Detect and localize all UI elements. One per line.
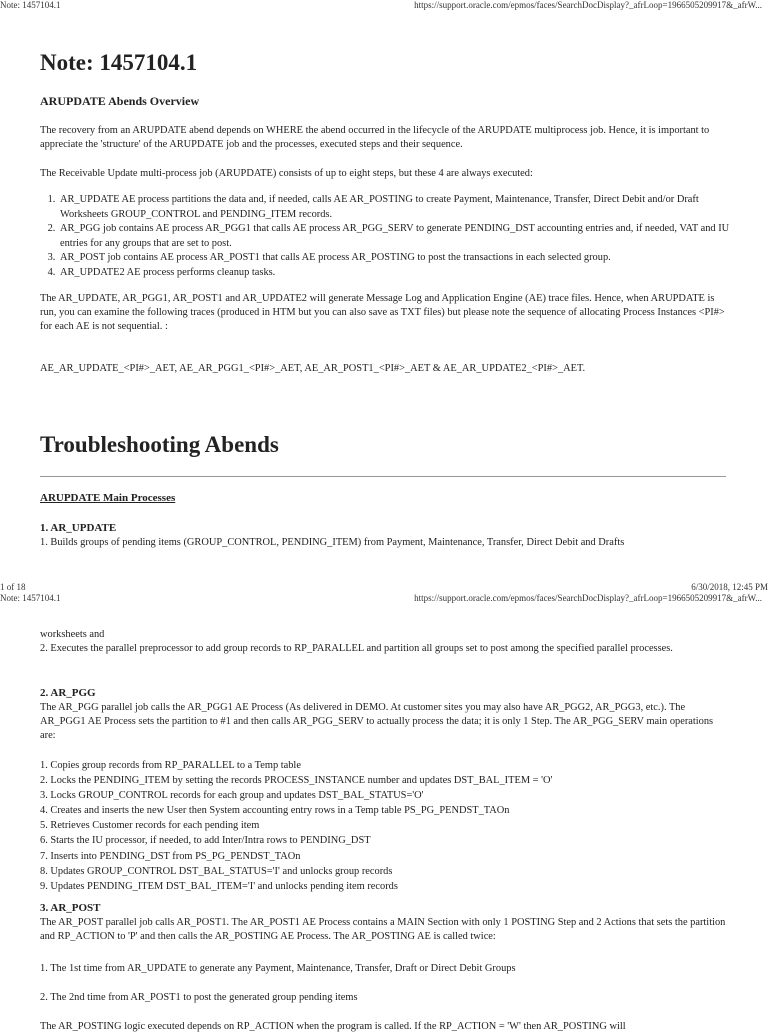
steps-list [40, 193, 748, 281]
posting-second-call: 2. The 2nd time from AR_POST1 to post the generated group pending items [40, 992, 358, 1003]
ar-pgg-paragraph: The AR_PGG parallel job calls the AR_PGG1 AE Process (As delivered in DEMO. At customer sites you may also have AR_PGG2, AR_PGG3, etc.). The AR_PGG1 AE Process sets the partition to #1 and then calls AR_PGG_SERV to actually process the data; it is only 1 Step. The AR_PGG_SERV main operations are: [40, 702, 714, 742]
step-item: 1. AR_UPDATE AE process partitions the data and, if needed, calls AE AR_POSTING to create Payment, Maintenance, Transfer, Direct Debit and/or Draft Worksheets GROUP_CONTROL and PENDING_ITEM records. [58, 193, 748, 222]
list-item: 8. Updates GROUP_CONTROL DST_BAL_STATUS='I' and unlocks group records [40, 865, 393, 877]
troubleshooting-heading: Troubleshooting Abends [40, 432, 279, 457]
list-item: 3. Locks GROUP_CONTROL records for each group and updates DST_BAL_STATUS='O' [40, 790, 424, 802]
section-divider [40, 476, 726, 477]
trace-files-paragraph: The AR_UPDATE, AR_PGG1, AR_POST1 and AR_UPDATE2 will generate Message Log and Application Engine (AE) trace files. Hence, when ARUPDATE is run, you can examine the following traces (produced in HTM but you can also save as TXT files) but please note the sequence of allocating Process Instances <PI#> for each AE is not sequential. : [40, 293, 725, 333]
ar-pgg-heading: 2. AR_PGG [40, 687, 96, 699]
page2-header-url[interactable]: https://support.oracle.com/epmos/faces/SearchDocDisplay?_afrLoop=1966505209917&_afrW... [414, 593, 762, 603]
print-timestamp: 6/30/2018, 12:45 PM [691, 582, 768, 592]
overview-heading: ARUPDATE Abends Overview [40, 94, 200, 108]
list-item: 1. Copies group records from RP_PARALLEL to a Temp table [40, 760, 301, 771]
posting-logic-line: The AR_POSTING logic executed depends on RP_ACTION when the program is called. If the RP_ACTION = 'W' then AR_POSTING will [40, 1021, 626, 1032]
worksheets-continuation: worksheets and [40, 629, 105, 640]
recovery-paragraph: The recovery from an ARUPDATE abend depends on WHERE the abend occurred in the lifecycle of the ARUPDATE multiprocess job. Hence, it is important to appreciate the 'structure' of the ARUPDATE job and the processes, executed steps and their sequence. [40, 125, 710, 151]
step-item: 4. AR_UPDATE2 AE process performs cleanup tasks. [58, 266, 748, 281]
ar-update-item-1: 1. Builds groups of pending items (GROUP_CONTROL, PENDING_ITEM) from Payment, Maintenance, Transfer, Direct Debit and Drafts [40, 537, 625, 548]
ar-post-heading: 3. AR_POST [40, 902, 101, 914]
page1-header-url[interactable]: https://support.oracle.com/epmos/faces/SearchDocDisplay?_afrLoop=1966505209917&_afrW... [414, 0, 762, 10]
posting-first-call: 1. The 1st time from AR_UPDATE to generate any Payment, Maintenance, Transfer, Draft or Direct Debit Groups [40, 963, 516, 974]
page2-header-note: Note: 1457104.1 [0, 593, 61, 603]
pgg-operations-list [40, 759, 730, 895]
list-item: 7. Inserts into PENDING_DST from PS_PG_PENDST_TAOn [40, 850, 301, 862]
list-item: 9. Updates PENDING_ITEM DST_BAL_ITEM='I' and unlocks pending item records [40, 880, 398, 892]
trace-names-line: AE_AR_UPDATE_<PI#>_AET, AE_AR_PGG1_<PI#>_AET, AE_AR_POST1_<PI#>_AET & AE_AR_UPDATE2_<PI#>_AET. [40, 363, 586, 374]
list-item: 6. Starts the IU processor, if needed, to add Inter/Intra rows to PENDING_DST [40, 835, 371, 847]
list-item: 5. Retrieves Customer records for each pending item [40, 820, 260, 832]
ar-update-heading: 1. AR_UPDATE [40, 522, 117, 534]
list-item: 4. Creates and inserts the new User then System accounting entry rows in a Temp table PS_PG_PENDST_TAOn [40, 805, 510, 817]
step-item: 2. AR_PGG job contains AE process AR_PGG1 that calls AE process AR_PGG_SERV to generate PENDING_DST accounting entries and, if needed, VAT and IU entries for any groups that are set to post. [58, 222, 748, 251]
page-number: 1 of 18 [0, 582, 26, 592]
step-item: 3. AR_POST job contains AE process AR_POST1 that calls AE process AR_POSTING to post the transactions in each selected group. [58, 251, 748, 266]
note-title: Note: 1457104.1 [40, 50, 198, 75]
list-item: 2. Locks the PENDING_ITEM by setting the records PROCESS_INSTANCE number and updates DST_BAL_ITEM = 'O' [40, 775, 553, 787]
ar-update-item-2: 2. Executes the parallel preprocessor to add group records to RP_PARALLEL and partition all groups set to post among the specified parallel processes. [40, 643, 673, 654]
page1-header-note: Note: 1457104.1 [0, 0, 61, 10]
main-processes-heading: ARUPDATE Main Processes [40, 492, 176, 504]
multiprocess-paragraph: The Receivable Update multi-process job (ARUPDATE) consists of up to eight steps, but these 4 are always executed: [40, 168, 533, 179]
ar-post-paragraph: The AR_POST parallel job calls AR_POST1. The AR_POST1 AE Process contains a MAIN Section with only 1 POSTING Step and 2 Actions that sets the partition and RP_ACTION to 'P' and then calls the AR_POSTING AE Process. The AR_POSTING AE is called twice: [40, 917, 726, 943]
